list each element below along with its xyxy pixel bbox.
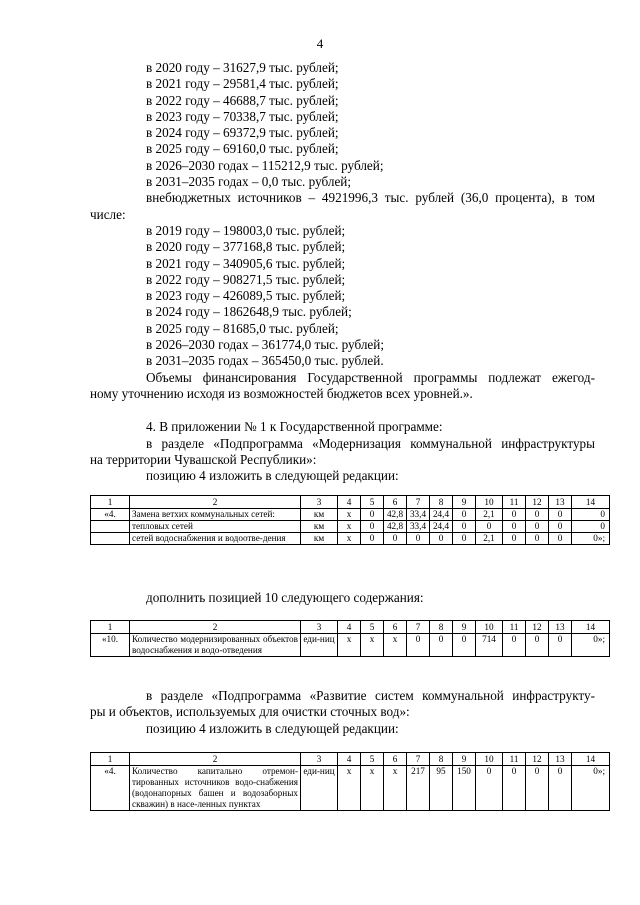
value-cell: 0 [549, 521, 572, 533]
extrabudget-line: в 2019 году – 198003,0 тыс. рублей; [146, 222, 346, 238]
indicator-name: Замена ветхих коммунальных сетей: [130, 509, 301, 521]
header-cell: 13 [549, 621, 572, 634]
value-cell: 24,4 [430, 521, 453, 533]
value-cell: 0 [503, 521, 526, 533]
value-cell: х [384, 766, 407, 811]
table-row [91, 509, 610, 521]
header-cell: 12 [526, 496, 549, 509]
unit-cell: км [301, 533, 338, 545]
instruction-text: позицию 4 изложить в следующей редакции: [146, 468, 399, 484]
unit-cell: км [301, 509, 338, 521]
value-cell: х [338, 533, 361, 545]
budget-line: в 2031–2035 годах – 0,0 тыс. рублей; [146, 174, 352, 190]
header-cell: 13 [549, 496, 572, 509]
value-cell: х [338, 634, 361, 657]
value-cell: 33,4 [407, 521, 430, 533]
volumes-text: Объемы финансирования Государственной программы подлежат ежегод- [146, 369, 595, 385]
table-row [91, 533, 610, 545]
subprogram-text: в разделе «Подпрограмма «Развитие систем коммунальной инфраструкту- [146, 688, 595, 703]
extrabudget-line: в 2022 году – 908271,5 тыс. рублей; [146, 271, 346, 287]
indicator-name: Количество модернизированных объектов водоснабжения и водо-отведения [130, 634, 301, 657]
table-row [91, 521, 610, 533]
unit-cell: км [301, 521, 338, 533]
table-position-10 [90, 620, 609, 657]
header-cell: 1 [91, 753, 130, 766]
header-cell: 14 [572, 621, 610, 634]
value-cell: 0 [453, 509, 476, 521]
budget-line: в 2026–2030 годах – 115212,9 тыс. рублей; [146, 157, 384, 173]
extrabudget-line: в 2020 году – 377168,8 тыс. рублей; [146, 239, 346, 255]
budget-line: в 2024 году – 69372,9 тыс. рублей; [146, 125, 339, 141]
position-number: «10. [91, 634, 130, 657]
header-cell: 1 [91, 621, 130, 634]
value-cell: 0 [503, 766, 526, 811]
value-cell: 0 [572, 521, 610, 533]
extrabudget-line: в 2021 году – 340905,6 тыс. рублей; [146, 255, 346, 271]
value-cell: 714 [476, 634, 503, 657]
header-cell: 2 [130, 496, 301, 509]
header-cell: 10 [476, 496, 503, 509]
header-cell: 4 [338, 621, 361, 634]
value-cell: 0 [361, 533, 384, 545]
value-cell: 95 [430, 766, 453, 811]
extrabudget-line: в 2023 году – 426089,5 тыс. рублей; [146, 288, 346, 304]
extrabudget-line: в 2025 году – 81685,0 тыс. рублей; [146, 320, 339, 336]
header-cell: 7 [407, 753, 430, 766]
value-cell: 0»; [572, 533, 610, 545]
header-cell: 5 [361, 621, 384, 634]
indicator-name: Количество капитально отремон-тированных источников водо-снабжения (водонапорных башен и водозаборных скважин) в насе-ленных пунктах [130, 766, 301, 811]
subprogram-text-cont: на территории Чувашской Республики»: [90, 451, 317, 467]
position-number [91, 521, 130, 533]
instruction-text: дополнить позицией 10 следующего содержания: [146, 590, 424, 605]
value-cell: 0 [430, 533, 453, 545]
header-cell: 8 [430, 621, 453, 634]
value-cell: 0»; [572, 634, 610, 657]
header-cell: 2 [130, 753, 301, 766]
header-cell: 9 [453, 621, 476, 634]
budget-line: в 2021 году – 29581,4 тыс. рублей; [146, 76, 339, 92]
value-cell: 2,1 [476, 509, 503, 521]
value-cell: 0 [526, 533, 549, 545]
header-cell: 3 [301, 496, 338, 509]
value-cell: х [338, 766, 361, 811]
header-cell: 12 [526, 621, 549, 634]
table-header-row [91, 753, 610, 766]
value-cell: 0 [549, 533, 572, 545]
value-cell: х [338, 521, 361, 533]
indicator-name: тепловых сетей [130, 521, 301, 533]
value-cell: 0 [526, 521, 549, 533]
header-cell: 9 [453, 753, 476, 766]
value-cell: 0 [503, 533, 526, 545]
value-cell: 150 [453, 766, 476, 811]
value-cell: 0 [453, 521, 476, 533]
value-cell: 0»; [572, 766, 610, 811]
value-cell: 42,8 [384, 509, 407, 521]
value-cell: 0 [430, 634, 453, 657]
header-cell: 10 [476, 753, 503, 766]
table-row [91, 766, 610, 811]
header-cell: 1 [91, 496, 130, 509]
value-cell: 0 [549, 509, 572, 521]
budget-line: в 2022 году – 46688,7 тыс. рублей; [146, 92, 339, 108]
header-cell: 7 [407, 621, 430, 634]
header-cell: 13 [549, 753, 572, 766]
value-cell: 217 [407, 766, 430, 811]
value-cell: х [338, 509, 361, 521]
value-cell: 0 [361, 509, 384, 521]
table-header-row [91, 621, 610, 634]
header-cell: 12 [526, 753, 549, 766]
value-cell: 0 [384, 533, 407, 545]
position-number: «4. [91, 766, 130, 811]
subprogram-2-text [90, 688, 595, 737]
position-number: «4. [91, 509, 130, 521]
header-cell: 10 [476, 621, 503, 634]
value-cell: 0 [476, 766, 503, 811]
unit-cell: еди-ниц [301, 766, 338, 811]
value-cell: 0 [361, 521, 384, 533]
value-cell: х [384, 634, 407, 657]
value-cell: 0 [503, 634, 526, 657]
instruction-text: позицию 4 изложить в следующей редакции: [146, 720, 399, 736]
table-row [91, 634, 610, 657]
header-cell: 11 [503, 496, 526, 509]
header-cell: 2 [130, 621, 301, 634]
value-cell: 33,4 [407, 509, 430, 521]
header-cell: 4 [338, 753, 361, 766]
indicator-name: сетей водоснабжения и водоотве-дения [130, 533, 301, 545]
value-cell: 24,4 [430, 509, 453, 521]
financing-text [90, 60, 595, 484]
header-cell: 7 [407, 496, 430, 509]
value-cell: 0 [526, 634, 549, 657]
value-cell: 2,1 [476, 533, 503, 545]
header-cell: 14 [572, 496, 610, 509]
header-cell: 4 [338, 496, 361, 509]
table-position-4-water [90, 752, 609, 811]
volumes-text-cont: ному уточнению исходя из возможностей бюджетов всех уровней.». [90, 385, 473, 401]
header-cell: 6 [384, 496, 407, 509]
subprogram-text-cont: ры и объектов, используемых для очистки сточных вод»: [90, 704, 410, 720]
budget-line: в 2023 году – 70338,7 тыс. рублей; [146, 108, 339, 124]
value-cell: 0 [549, 634, 572, 657]
section-heading: 4. В приложении № 1 к Государственной программе: [146, 419, 443, 435]
value-cell: 0 [572, 509, 610, 521]
header-cell: 5 [361, 753, 384, 766]
value-cell: х [361, 634, 384, 657]
position-number [91, 533, 130, 545]
value-cell: х [361, 766, 384, 811]
extrabudget-line: в 2026–2030 годах – 361774,0 тыс. рублей; [146, 337, 384, 353]
extrabudget-line: в 2031–2035 годах – 365450,0 тыс. рублей. [146, 353, 384, 369]
value-cell: 42,8 [384, 521, 407, 533]
value-cell: 0 [503, 509, 526, 521]
value-cell: 0 [526, 766, 549, 811]
header-cell: 5 [361, 496, 384, 509]
table-header-row [91, 496, 610, 509]
value-cell: 0 [407, 533, 430, 545]
table-position-4 [90, 495, 609, 545]
budget-line: в 2020 году – 31627,9 тыс. рублей; [146, 60, 339, 75]
extrabudget-line: в 2024 году – 1862648,9 тыс. рублей; [146, 304, 352, 320]
budget-line: в 2025 году – 69160,0 тыс. рублей; [146, 141, 339, 157]
header-cell: 8 [430, 496, 453, 509]
extrabudget-intro: внебюджетных источников – 4921996,3 тыс. рублей (36,0 процента), в том [146, 190, 595, 206]
header-cell: 11 [503, 753, 526, 766]
header-cell: 9 [453, 496, 476, 509]
unit-cell: еди-ниц [301, 634, 338, 657]
subprogram-text: в разделе «Подпрограмма «Модернизация коммунальной инфраструктуры [146, 435, 595, 451]
header-cell: 6 [384, 753, 407, 766]
value-cell: 0 [476, 521, 503, 533]
value-cell: 0 [453, 634, 476, 657]
value-cell: 0 [407, 634, 430, 657]
page-number: 4 [316, 36, 324, 51]
header-cell: 11 [503, 621, 526, 634]
header-cell: 3 [301, 621, 338, 634]
value-cell: 0 [453, 533, 476, 545]
extrabudget-intro-cont: числе: [90, 206, 126, 222]
header-cell: 14 [572, 753, 610, 766]
value-cell: 0 [526, 509, 549, 521]
value-cell: 0 [549, 766, 572, 811]
header-cell: 6 [384, 621, 407, 634]
header-cell: 3 [301, 753, 338, 766]
header-cell: 8 [430, 753, 453, 766]
